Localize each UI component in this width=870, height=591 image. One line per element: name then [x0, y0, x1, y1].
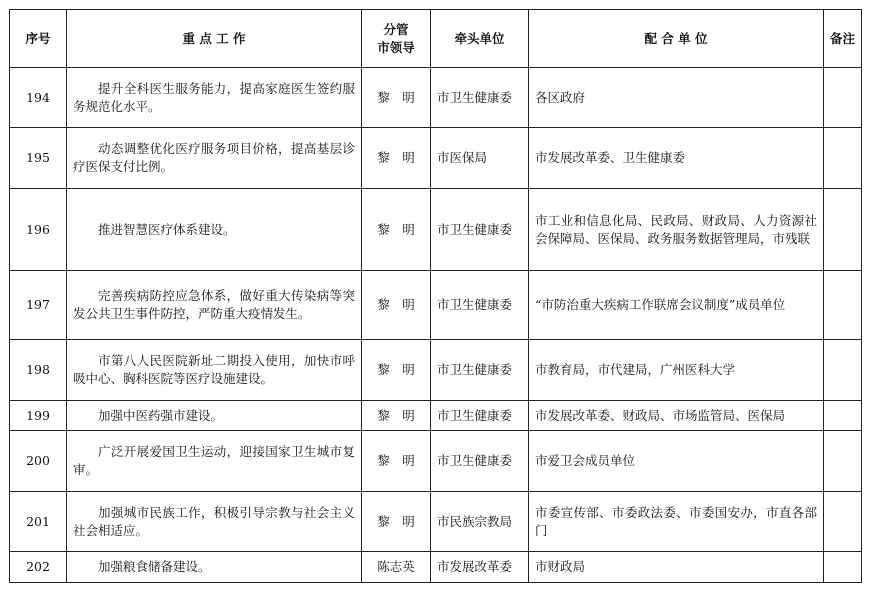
row-leader: 黎 明: [362, 431, 431, 492]
row-note: [824, 271, 862, 340]
row-note: [824, 552, 862, 583]
row-coop: 市财政局: [529, 552, 824, 583]
table-row: [10, 189, 862, 271]
row-coop: 各区政府: [529, 68, 824, 128]
row-seq: 202: [10, 552, 67, 583]
row-note: [824, 68, 862, 128]
row-coop: 市教育局，市代建局，广州医科大学: [529, 340, 824, 401]
row-work: [67, 271, 362, 340]
header-note: 备注: [824, 10, 862, 68]
row-lead-unit: 市发展改革委: [431, 552, 529, 583]
table-row: [10, 431, 862, 492]
row-leader: 黎 明: [362, 128, 431, 189]
row-leader: 黎 明: [362, 340, 431, 401]
work-table: [9, 9, 862, 583]
table-row: [10, 128, 862, 189]
row-coop: 市工业和信息化局、民政局、财政局、人力资源社会保障局、医保局、政务服务数据管理局，市残联: [529, 189, 824, 271]
row-note: [824, 189, 862, 271]
row-note: [824, 492, 862, 552]
row-work-text: 加强中医药强市建设。: [98, 407, 224, 423]
row-leader: 陈志英: [362, 552, 431, 583]
header-leader-line1: 分管: [383, 21, 409, 37]
row-seq: 198: [10, 340, 67, 401]
row-work: [67, 189, 362, 271]
row-work: [67, 552, 362, 583]
row-leader: 黎 明: [362, 68, 431, 128]
row-coop: 市发展改革委、财政局、市场监管局、医保局: [529, 401, 824, 431]
row-work-text: 市第八人民医院新址二期投入使用，加快市呼吸中心、胸科医院等医疗设施建设。: [73, 353, 355, 386]
header-seq: 序号: [10, 10, 67, 68]
table-row: [10, 68, 862, 128]
table-row: [10, 401, 862, 431]
row-lead-unit: 市卫生健康委: [431, 431, 529, 492]
header-work: 重 点 工 作: [67, 10, 362, 68]
row-lead-unit: 市卫生健康委: [431, 68, 529, 128]
row-leader: 黎 明: [362, 271, 431, 340]
row-seq: 194: [10, 68, 67, 128]
row-work-text: 提升全科医生服务能力，提高家庭医生签约服务规范化水平。: [73, 80, 355, 114]
row-lead-unit: 市卫生健康委: [431, 401, 529, 431]
row-work: [67, 128, 362, 189]
row-note: [824, 401, 862, 431]
row-lead-unit: 市卫生健康委: [431, 189, 529, 271]
row-work: [67, 68, 362, 128]
header-lead-unit: 牵头单位: [431, 10, 529, 68]
row-work: [67, 340, 362, 401]
row-leader: 黎 明: [362, 401, 431, 431]
header-row: [10, 10, 862, 68]
row-work-text: 加强城市民族工作，积极引导宗教与社会主义社会相适应。: [73, 504, 355, 538]
row-seq: 199: [10, 401, 67, 431]
row-work: [67, 401, 362, 431]
row-coop: 市委宣传部、市委政法委、市委国安办，市直各部门: [529, 492, 824, 552]
row-seq: 200: [10, 431, 67, 492]
row-work: [67, 492, 362, 552]
table-row: [10, 492, 862, 552]
row-lead-unit: 市医保局: [431, 128, 529, 189]
row-leader: 黎 明: [362, 189, 431, 271]
row-coop: 市发展改革委、卫生健康委: [529, 128, 824, 189]
table-row: [10, 552, 862, 583]
header-leader-line2: 市领导: [377, 39, 415, 55]
row-work-text: 动态调整优化医疗服务项目价格，提高基层诊疗医保支付比例。: [73, 141, 355, 174]
row-work-text: 推进智慧医疗体系建设。: [98, 221, 236, 237]
table-row: [10, 271, 862, 340]
row-seq: 195: [10, 128, 67, 189]
row-coop: 市爱卫会成员单位: [529, 431, 824, 492]
row-lead-unit: 市卫生健康委: [431, 271, 529, 340]
row-work-text: 加强粮食储备建设。: [98, 559, 211, 574]
row-coop: “市防治重大疾病工作联席会议制度”成员单位: [529, 271, 824, 340]
row-note: [824, 128, 862, 189]
table-row: [10, 340, 862, 401]
row-lead-unit: 市民族宗教局: [431, 492, 529, 552]
row-seq: 197: [10, 271, 67, 340]
row-note: [824, 340, 862, 401]
row-note: [824, 431, 862, 492]
header-coop: 配 合 单 位: [529, 10, 824, 68]
row-work: [67, 431, 362, 492]
row-seq: 196: [10, 189, 67, 271]
row-work-text: 完善疾病防控应急体系，做好重大传染病等突发公共卫生事件防控，严防重大疫情发生。: [73, 288, 355, 321]
row-seq: 201: [10, 492, 67, 552]
header-leader: [362, 10, 431, 68]
row-leader: 黎 明: [362, 492, 431, 552]
row-lead-unit: 市卫生健康委: [431, 340, 529, 401]
row-work-text: 广泛开展爱国卫生运动，迎接国家卫生城市复审。: [73, 444, 355, 477]
